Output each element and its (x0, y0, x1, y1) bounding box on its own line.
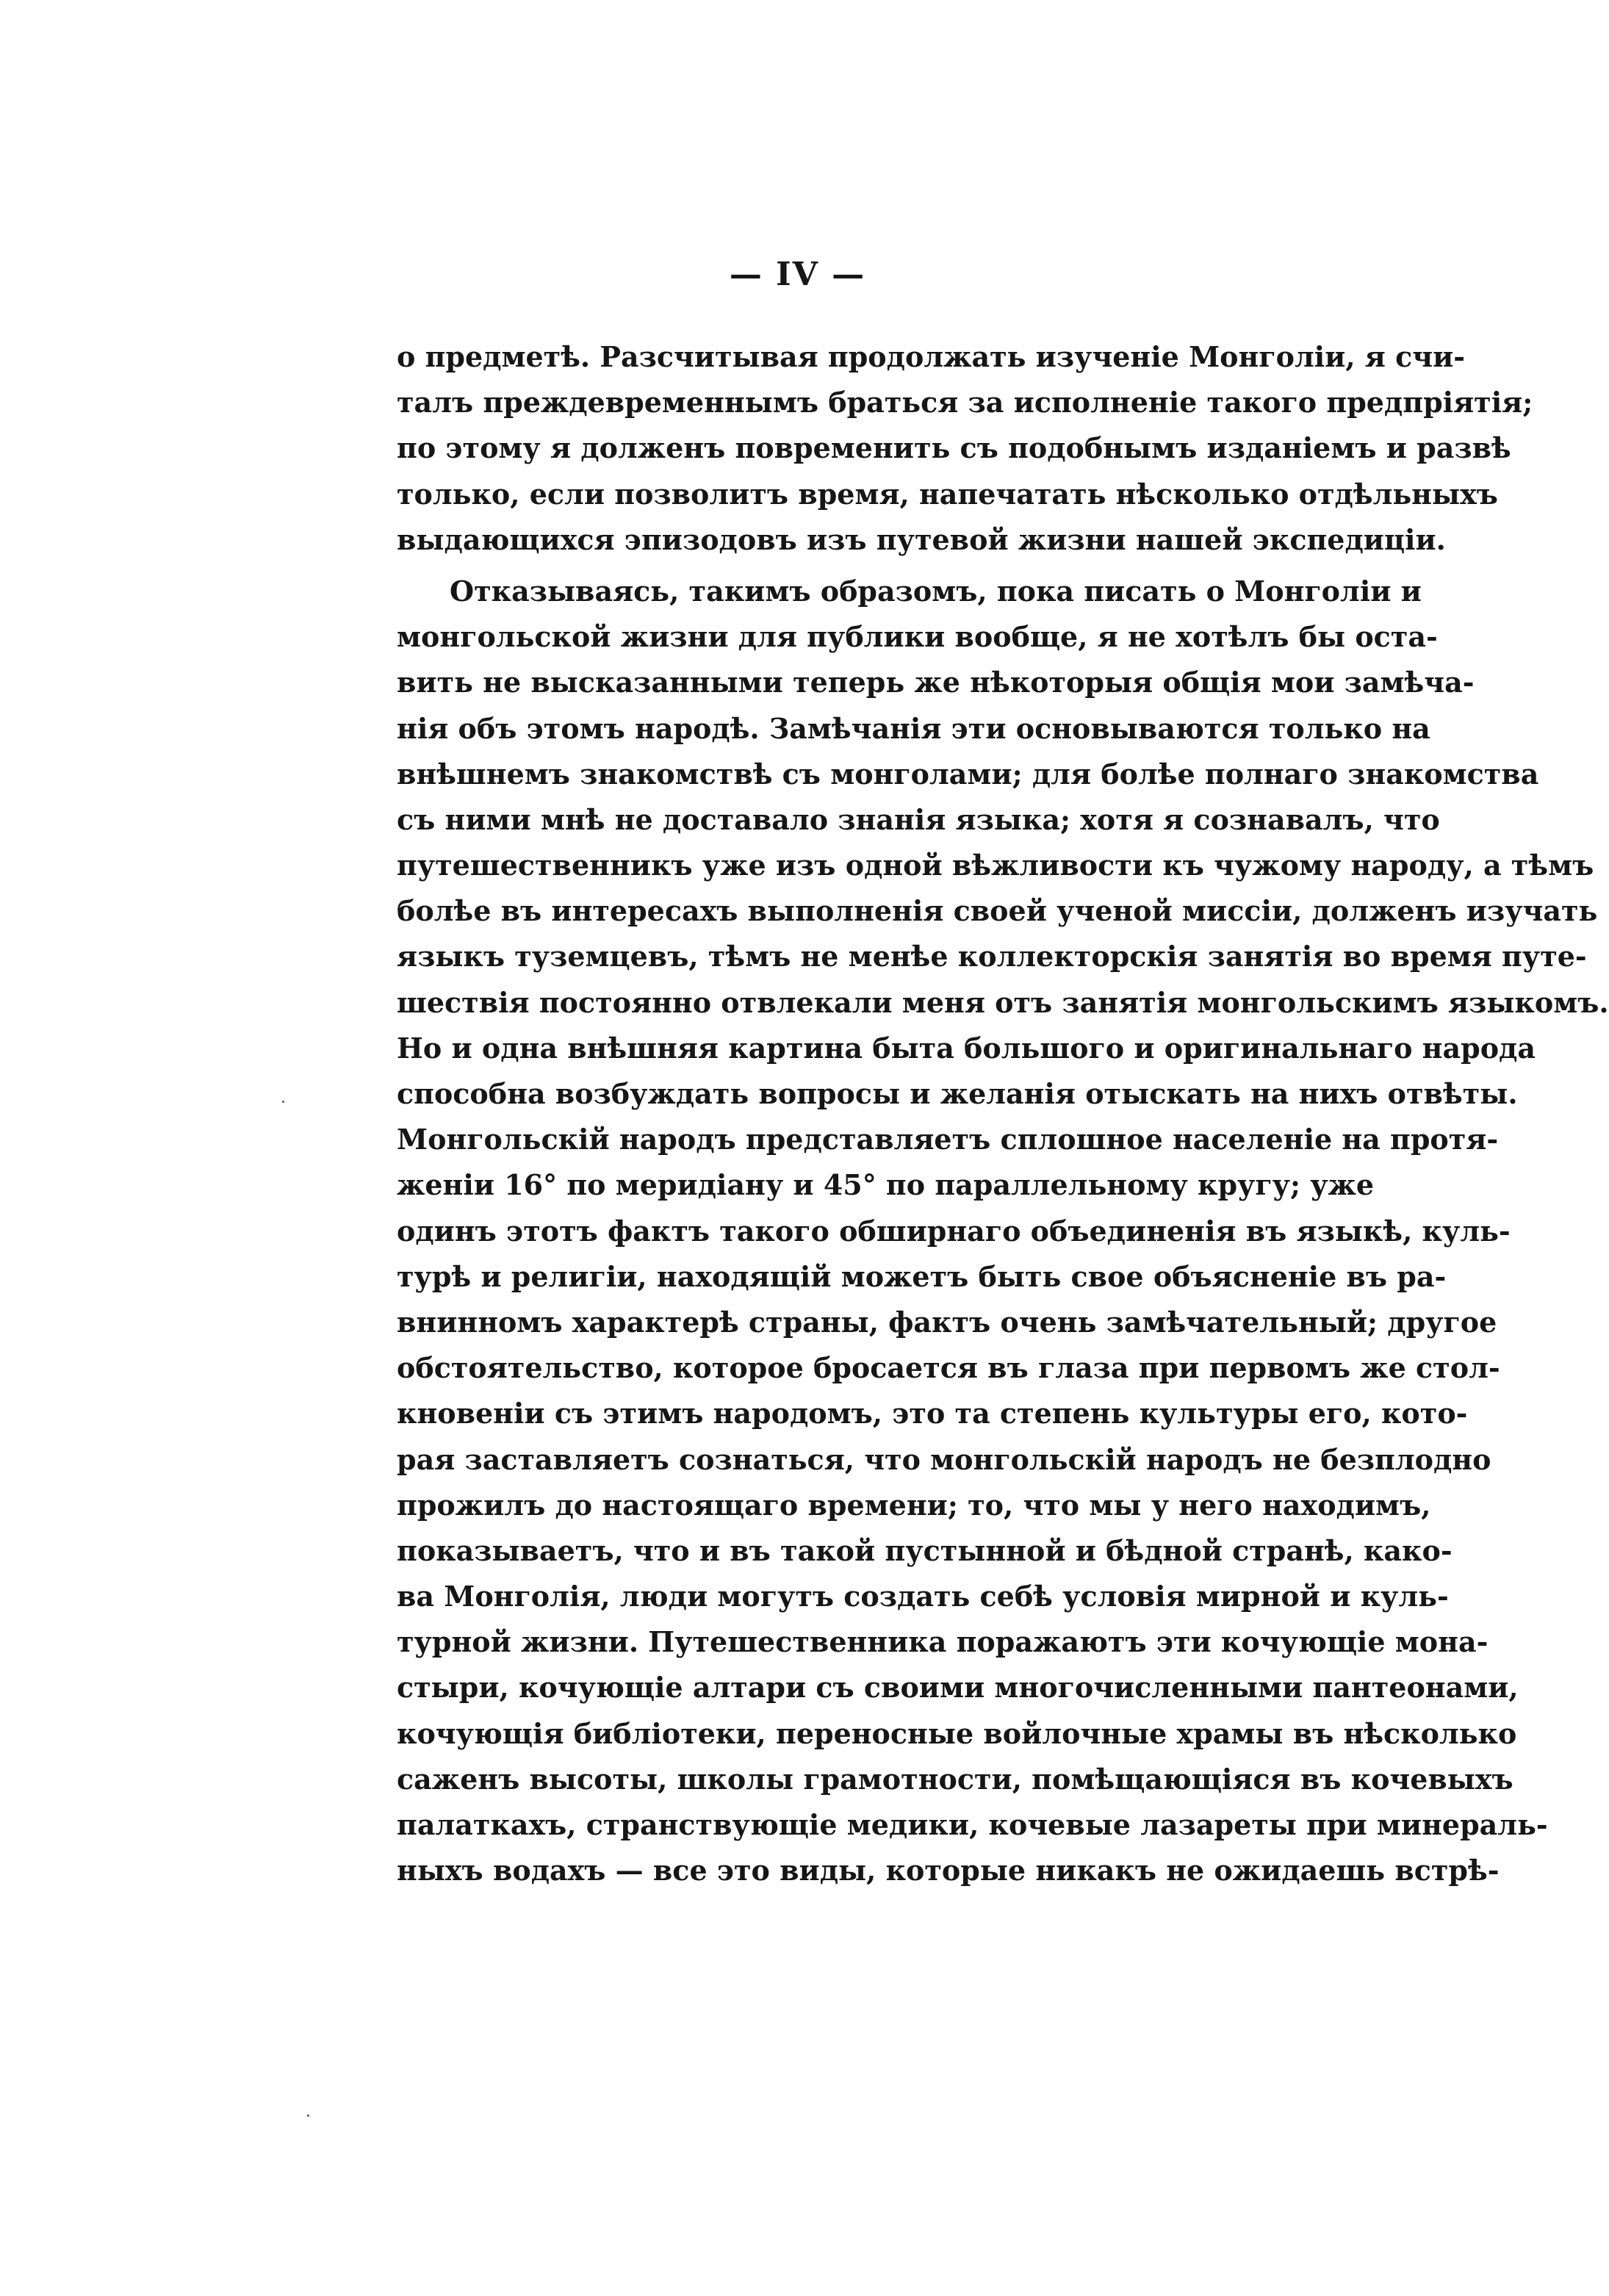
text-line: стыри, кочующіе алтари съ своими многочисленными пантеонами, (397, 1671, 1519, 1705)
text-line: нія объ этомъ народѣ. Замѣчанія эти основываются только на (397, 711, 1430, 745)
text-line: внинномъ характерѣ страны, фактъ очень замѣчательный; другое (397, 1305, 1497, 1339)
text-line: одинъ этотъ фактъ такого обширнаго объединенія въ языкѣ, куль- (397, 1214, 1511, 1248)
text-line: кочующія библіотеки, переносные войлочные храмы въ нѣсколько (397, 1716, 1517, 1750)
text-line: выдающихся эпизодовъ изъ путевой жизни нашей экспедиціи. (397, 522, 1446, 556)
text-line: по этому я долженъ повременить съ подобнымъ изданіемъ и развѣ (397, 431, 1511, 465)
text-line: путешественникъ уже изъ одной вѣжливости къ чужому народу, а тѣмъ (397, 849, 1594, 882)
text-line: турной жизни. Путешественника поражаютъ эти кочующіе мона- (397, 1625, 1489, 1659)
text-line: языкъ туземцевъ, тѣмъ не менѣе коллекторскія занятія во время путе- (397, 940, 1587, 974)
text-line: монгольской жизни для публики вообще, я не хотѣлъ бы оста- (397, 620, 1438, 654)
text-line: показываетъ, что и въ такой пустынной и бѣдной странѣ, како- (397, 1533, 1453, 1567)
text-line: съ ними мнѣ не доставало знанія языка; хотя я сознавалъ, что (397, 802, 1440, 836)
text-line: прожилъ до настоящаго времени; то, что мы у него находимъ, (397, 1488, 1431, 1522)
page-number: — IV — (729, 256, 866, 293)
text-line: саженъ высоты, школы грамотности, помѣщающіяся въ кочевыхъ (397, 1762, 1513, 1796)
text-line: ныхъ водахъ — все это виды, которые никакъ не ожидаешь встрѣ- (397, 1854, 1500, 1887)
text-line: кновеніи съ этимъ народомъ, это та степень культуры его, кото- (397, 1397, 1468, 1430)
scan-speck (307, 2115, 309, 2117)
text-line: Монгольскій народъ представляетъ сплошное населеніе на протя- (397, 1123, 1499, 1156)
text-line: внѣшнемъ знакомствѣ съ монголами; для болѣе полнаго знакомства (397, 757, 1539, 791)
text-line: вить не высказанными теперь же нѣкоторыя общія мои замѣча- (397, 666, 1475, 699)
text-line: способна возбуждать вопросы и желанія отыскать на нихъ отвѣты. (397, 1077, 1518, 1110)
text-line: шествія постоянно отвлекали меня отъ занятія монгольскимъ языкомъ. (397, 985, 1609, 1019)
paragraph-break (397, 563, 1341, 569)
text-line: только, если позволитъ время, напечатать нѣсколько отдѣльныхъ (397, 477, 1498, 511)
text-line: Но и одна внѣшняя картина быта большого и оригинальнаго народа (397, 1031, 1536, 1065)
text-line: болѣе въ интересахъ выполненія своей ученой миссіи, долженъ изучать (397, 894, 1598, 928)
text-line: Отказываясь, такимъ образомъ, пока писать о Монголіи и (450, 574, 1422, 608)
text-line: ва Монголія, люди могутъ создать себѣ условія мирной и куль- (397, 1580, 1449, 1613)
text-line: турѣ и религіи, находящій можетъ быть свое объясненіе въ ра- (397, 1259, 1447, 1293)
text-line: рая заставляетъ сознаться, что монгольскій народъ не безплодно (397, 1442, 1491, 1476)
body-text (397, 334, 1609, 1893)
scan-speck (282, 1101, 284, 1103)
text-line: женіи 16° по меридіану и 45° по параллельному кругу; уже (397, 1168, 1375, 1202)
text-line: обстоятельство, которое бросается въ глаза при первомъ же стол- (397, 1351, 1500, 1385)
text-line: о предметѣ. Разсчитывая продолжать изученіе Монголіи, я счи- (397, 340, 1466, 373)
text-line: талъ преждевременнымъ браться за исполненіе такого предпріятія; (397, 386, 1533, 420)
text-line: палаткахъ, странствующіе медики, кочевые лазареты при минераль- (397, 1808, 1548, 1841)
